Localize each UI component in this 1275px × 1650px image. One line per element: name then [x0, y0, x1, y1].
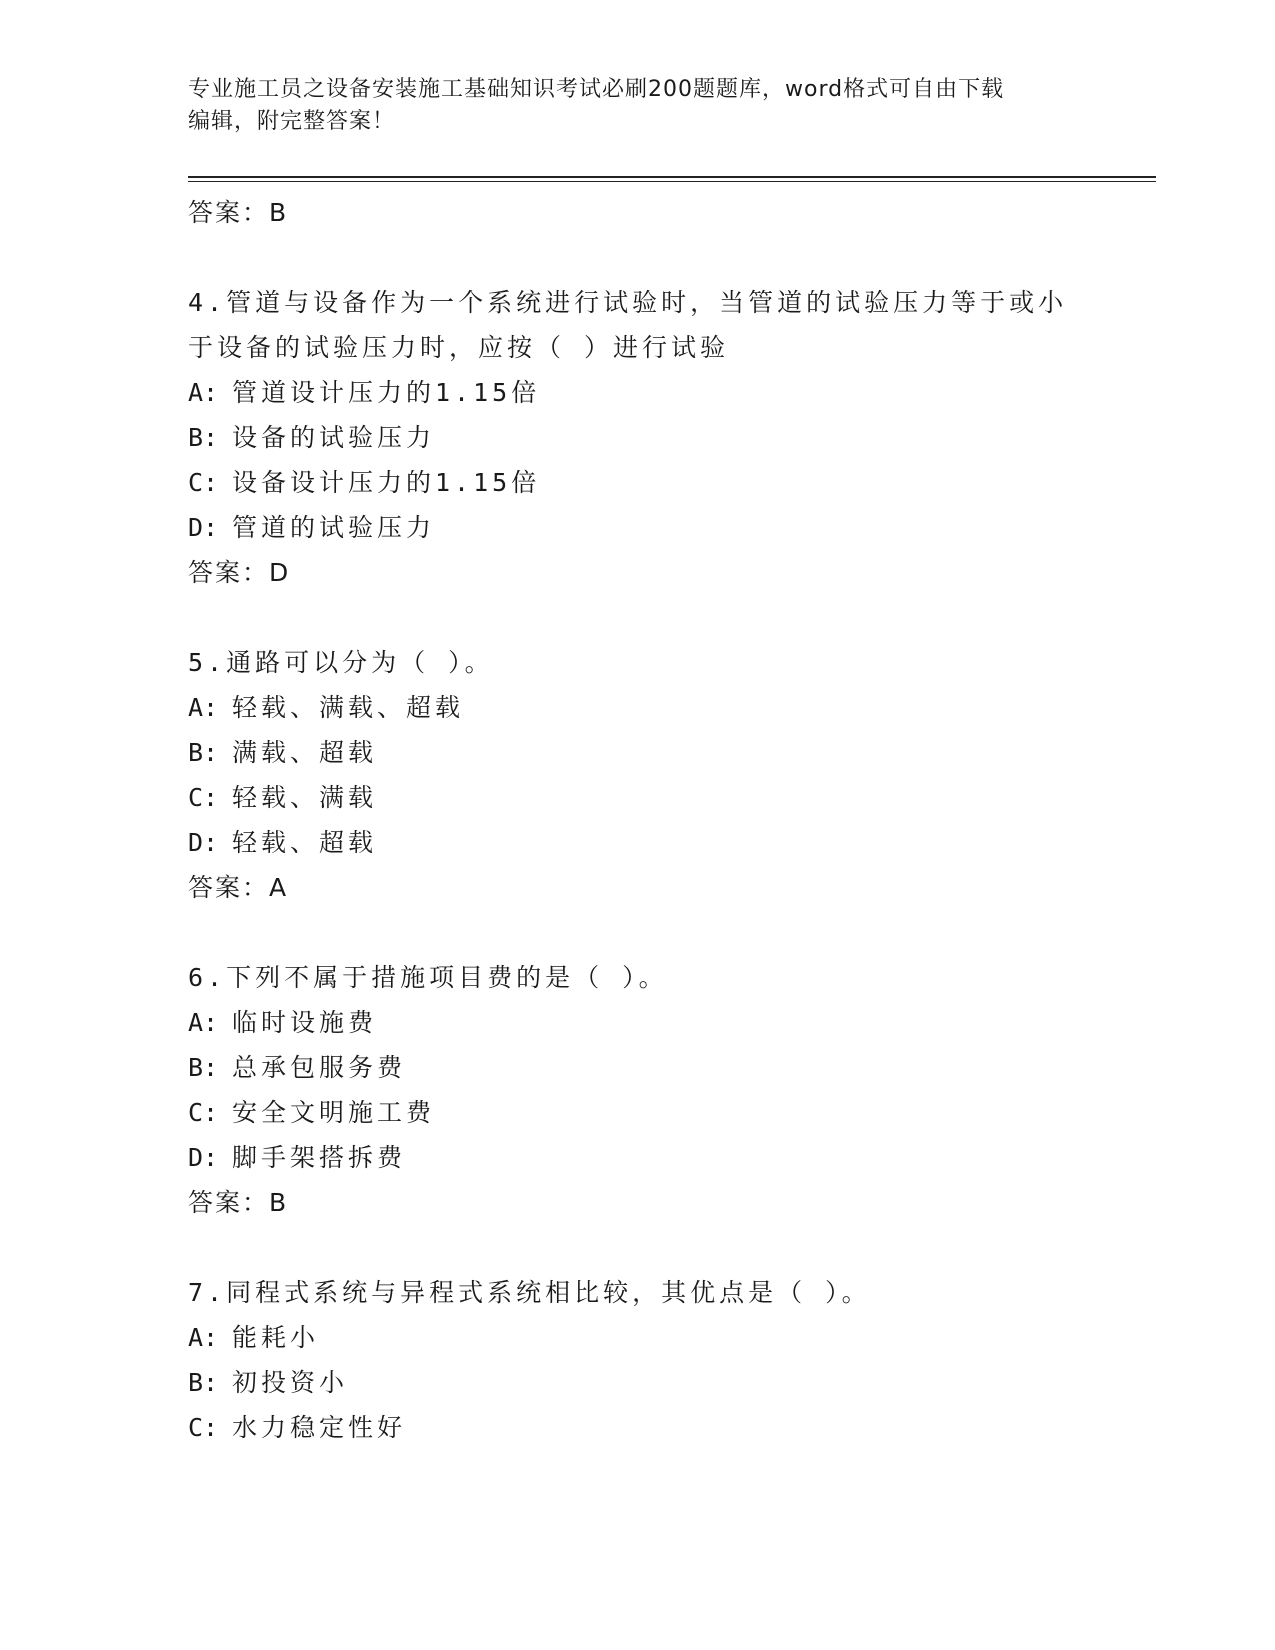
option-key: C:: [188, 1413, 219, 1442]
option-c: [188, 775, 1088, 820]
option-key: A:: [188, 693, 219, 722]
question-text-line: 7.同程式系统与异程式系统相比较，其优点是（ ）。: [188, 1278, 871, 1307]
option-key: B:: [188, 1368, 219, 1397]
option-a: [188, 1000, 1088, 1045]
option-text: 轻载、超载: [232, 828, 378, 857]
question-list: [188, 190, 1088, 1450]
option-a: [188, 1315, 1088, 1360]
option-a: [188, 685, 1088, 730]
question-text-line: 于设备的试验压力时，应按（ ）进行试验: [188, 333, 730, 362]
document-header: [188, 74, 1088, 138]
option-b: [188, 1360, 1088, 1405]
option-d: [188, 505, 1088, 550]
option-key: C:: [188, 468, 219, 497]
option-key: C:: [188, 1098, 219, 1127]
option-text: 管道设计压力的1.15倍: [232, 378, 541, 407]
option-b: [188, 730, 1088, 775]
option-b: [188, 415, 1088, 460]
answer-line: 答案：D: [188, 558, 291, 587]
option-text: 临时设施费: [232, 1008, 378, 1037]
option-b: [188, 1045, 1088, 1090]
header-divider-thick: [188, 176, 1156, 178]
option-key: B:: [188, 738, 219, 767]
answer-line: 答案：B: [188, 198, 289, 227]
option-key: B:: [188, 423, 219, 452]
option-key: B:: [188, 1053, 219, 1082]
option-text: 轻载、满载: [232, 783, 378, 812]
option-text: 轻载、满载、超载: [232, 693, 465, 722]
option-d: [188, 820, 1088, 865]
option-text: 安全文明施工费: [232, 1098, 436, 1127]
option-text: 初投资小: [232, 1368, 349, 1397]
option-key: D:: [188, 513, 219, 542]
option-key: A:: [188, 1323, 219, 1352]
option-text: 设备设计压力的1.15倍: [232, 468, 541, 497]
option-key: C:: [188, 783, 219, 812]
question-text-line: 5.通路可以分为（ ）。: [188, 648, 494, 677]
option-key: D:: [188, 1143, 219, 1172]
option-text: 满载、超载: [232, 738, 378, 767]
answer-line: 答案：B: [188, 1188, 289, 1217]
option-text: 设备的试验压力: [232, 423, 436, 452]
question-5: [188, 640, 1088, 911]
question-6: [188, 955, 1088, 1226]
option-key: D:: [188, 828, 219, 857]
option-key: A:: [188, 378, 219, 407]
option-c: [188, 1090, 1088, 1135]
option-c: [188, 1405, 1088, 1450]
option-text: 水力稳定性好: [232, 1413, 407, 1442]
option-c: [188, 460, 1088, 505]
option-a: [188, 370, 1088, 415]
question-text-line: 6.下列不属于措施项目费的是（ ）。: [188, 963, 668, 992]
option-text: 能耗小: [232, 1323, 320, 1352]
option-text: 脚手架搭拆费: [232, 1143, 407, 1172]
answer-line: 答案：A: [188, 873, 289, 902]
option-text: 管道的试验压力: [232, 513, 436, 542]
option-key: A:: [188, 1008, 219, 1037]
header-divider-thin: [188, 181, 1156, 182]
header-line-2: 编辑，附完整答案！: [188, 109, 396, 134]
question-text-line: 4.管道与设备作为一个系统进行试验时，当管道的试验压力等于或小: [188, 288, 1068, 317]
option-d: [188, 1135, 1088, 1180]
header-line-1: 专业施工员之设备安装施工基础知识考试必刷200题题库，word格式可自由下载: [188, 77, 1005, 102]
option-text: 总承包服务费: [232, 1053, 407, 1082]
question-7: [188, 1270, 1088, 1450]
question-4: [188, 280, 1088, 596]
